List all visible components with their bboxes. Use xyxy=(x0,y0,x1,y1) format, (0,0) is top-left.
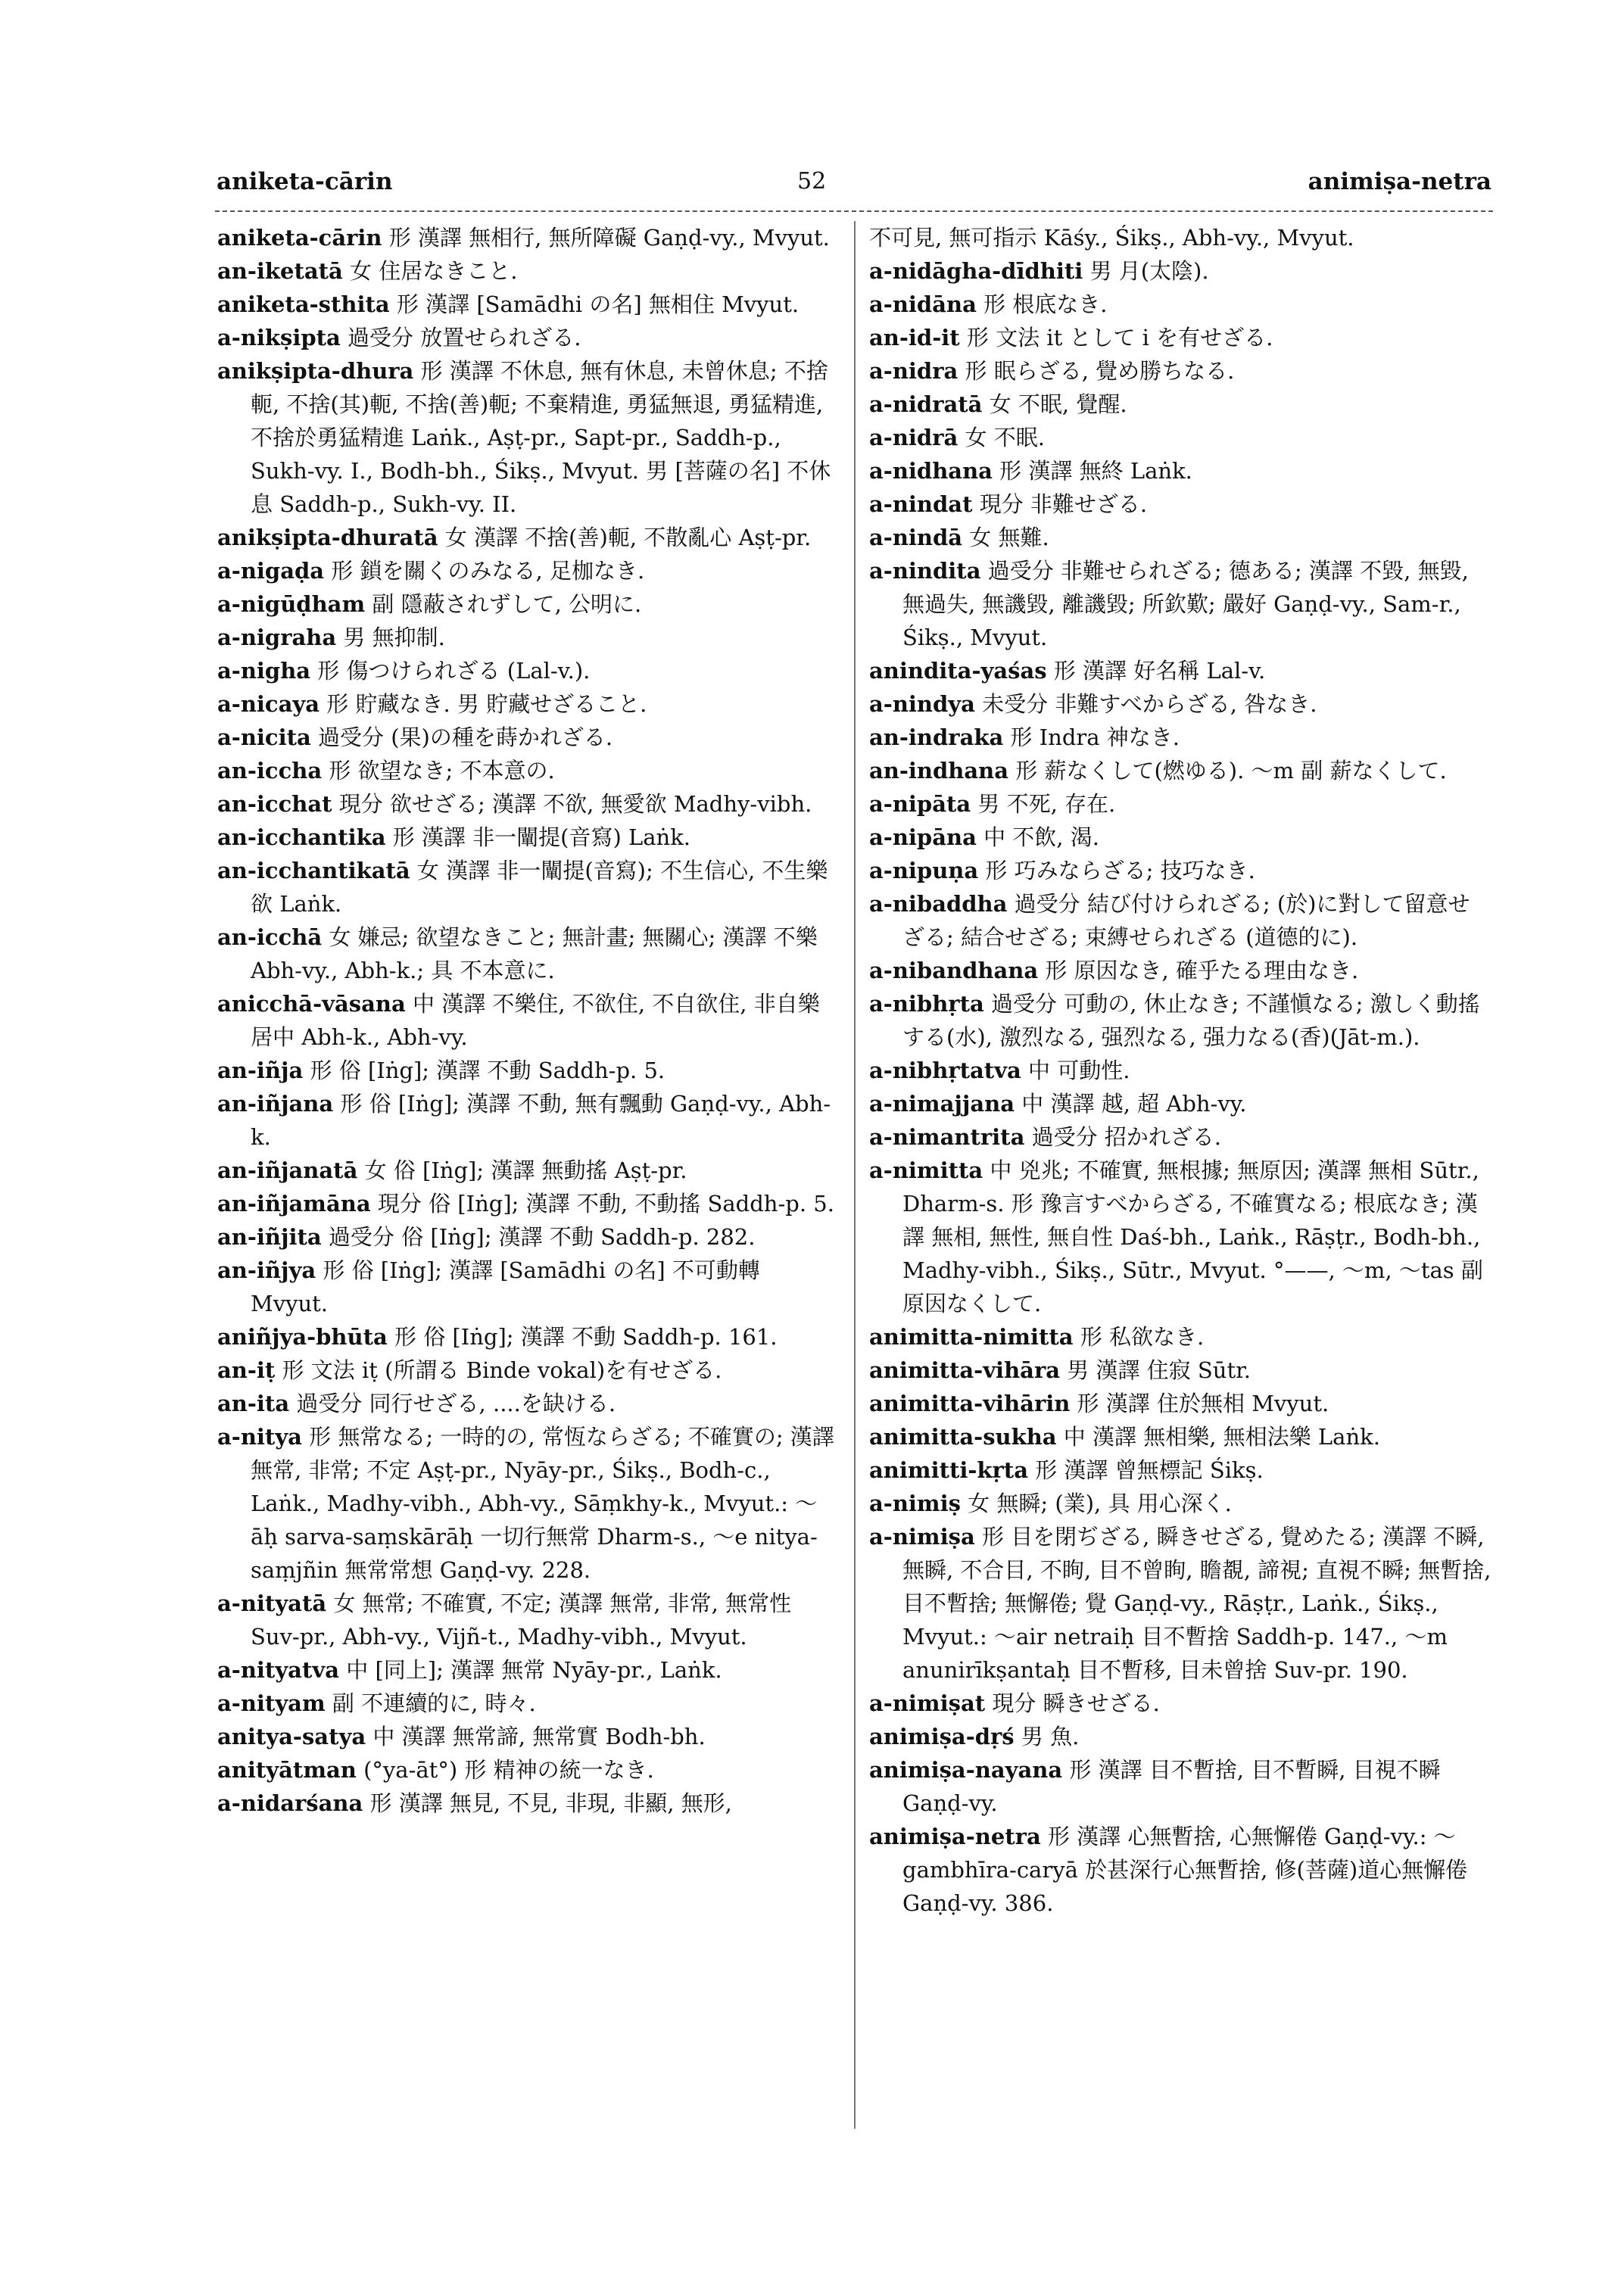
dictionary-entry xyxy=(869,488,1492,521)
dictionary-entry xyxy=(869,1054,1492,1087)
dictionary-entry xyxy=(217,987,834,1054)
entry-definition: 副 不連續的に, 時々. xyxy=(325,1690,536,1716)
entry-headword: anikṣipta-dhuratā xyxy=(217,525,438,550)
entry-headword: a-nimantrita xyxy=(869,1124,1025,1150)
entry-headword: a-nidarśana xyxy=(217,1790,363,1816)
entry-headword: a-nikṣipta xyxy=(217,325,341,350)
entry-definition: 形 薪なくして(燃ゆる). ～m 副 薪なくして. xyxy=(1008,758,1447,784)
entry-headword: an-iñja xyxy=(217,1058,304,1083)
entry-headword: a-nimiṣat xyxy=(869,1690,986,1716)
entry-headword: a-nimiṣa xyxy=(869,1524,975,1550)
entry-definition: 過受分 放置せられざる. xyxy=(340,325,581,350)
entry-headword: an-iñjya xyxy=(217,1257,316,1283)
entry-definition: 現分 俗 [Iṅg]; 漢譯 不動, 不動搖 Saddh-p. 5. xyxy=(370,1191,834,1217)
entry-headword: a-nidāna xyxy=(869,291,977,317)
entry-definition: (°ya-āt°) 形 精神の統一なき. xyxy=(356,1757,654,1783)
dictionary-entry xyxy=(869,1120,1492,1154)
running-head-right: animiṣa-netra xyxy=(1308,168,1492,195)
entry-headword: an-indhana xyxy=(869,758,1009,784)
entry-headword: a-nibaddha xyxy=(869,891,1008,917)
entry-definition: 形 欲望なき; 不本意の. xyxy=(322,758,555,784)
entry-definition: 過受分 結び付けられざる; (於)に對して留意せざる; 結合せざる; 束縛せられざる (道德的に). xyxy=(902,891,1470,950)
entry-definition: 形 漢譯 好名稱 Lal-v. xyxy=(1046,658,1266,684)
dictionary-entry xyxy=(869,1087,1492,1120)
entry-definition: 形 傷つけられざる (Lal-v.). xyxy=(310,658,591,684)
entry-headword: a-nimiṣ xyxy=(869,1491,961,1516)
dictionary-entry xyxy=(217,1154,834,1187)
entry-definition: 形 目を閉ぢざる, 瞬きせざる, 覺めたる; 漢譯 不瞬, 無瞬, 不合目, 不眴, 目不曾眴, 瞻覩, 諦視; 直視不瞬; 無暫捨, 目不暫捨; 無懈倦; 覺 Gaṇḍ-vy., Rāṣṭr., Laṅk., Śikṣ., Mvyut.: ～air netraiḥ 目不暫捨 Saddh-p. 147., ～m anunirīkṣantaḥ 目不暫移, 目未曾捨 Suv-pr. 190. xyxy=(902,1524,1492,1683)
dictionary-entry xyxy=(217,821,834,854)
dictionary-entry xyxy=(869,254,1492,288)
entry-definition: 中 兇兆; 不確實, 無根據; 無原因; 漢譯 無相 Sūtr., Dharm-s. 形 豫言すべからざる, 不確實なる; 根底なき; 漢譯 無相, 無性, 無自性 Daś-bh., Laṅk., Rāṣṭr., Bodh-bh., Madhy-vibh., Śikṣ., Sūtr., Mvyut. °——, ～m, ～tas 副 原因なくして. xyxy=(902,1157,1483,1316)
entry-headword: a-nigraha xyxy=(217,625,337,650)
entry-definition: 女 不眠, 覺醒. xyxy=(982,391,1127,417)
entry-definition: 現分 欲せざる; 漢譯 不欲, 無愛欲 Madhy-vibh. xyxy=(332,791,812,817)
entry-definition: 過受分 非難せられざる; 德ある; 漢譯 不毀, 無毀, 無過失, 無譏毀, 離譏毀; 所欽歎; 嚴好 Gaṇḍ-vy., Sam-r., Śikṣ., Mvyut. xyxy=(902,558,1469,650)
entry-definition: 未受分 非難すべからざる, 咎なき. xyxy=(974,691,1317,717)
dictionary-entry xyxy=(869,721,1492,754)
dictionary-entry xyxy=(217,721,834,754)
entry-definition: 形 巧みならざる; 技巧なき. xyxy=(978,858,1255,883)
entry-headword: aniketa-sthita xyxy=(217,291,390,317)
entry-headword: animitti-kṛta xyxy=(869,1457,1028,1483)
column-divider xyxy=(854,221,856,2129)
entry-headword: a-nimajjana xyxy=(869,1091,1015,1117)
entry-definition: 不可見, 無可指示 Kāśy., Śikṣ., Abh-vy., Mvyut. xyxy=(869,225,1354,251)
dictionary-entry xyxy=(869,1354,1492,1387)
entry-headword: a-nigha xyxy=(217,658,311,684)
entry-definition: 形 漢譯 住於無相 Mvyut. xyxy=(1070,1391,1329,1416)
entry-headword: an-indraka xyxy=(869,724,1004,750)
entry-headword: an-icchantika xyxy=(217,824,386,850)
entry-headword: a-nitya xyxy=(217,1424,302,1450)
entry-definition: 形 漢譯 不休息, 無有休息, 未曾休息; 不捨軛, 不捨(其)軛, 不捨(善)軛; 不棄精進, 勇猛無退, 勇猛精進, 不捨於勇猛精進 Laṅk., Aṣṭ-pr., Sapt-pr., Saddh-p., Sukh-vy. I., Bodh-bh., Śikṣ., Mvyut. 男 [菩薩の名] 不休息 Saddh-p., Sukh-vy. II. xyxy=(251,358,831,517)
entry-definition: 中 漢譯 越, 超 Abh-vy. xyxy=(1015,1091,1247,1117)
dictionary-entry xyxy=(217,1187,834,1220)
dictionary-entry xyxy=(869,1820,1492,1920)
dictionary-entry xyxy=(217,1054,834,1087)
entry-headword: an-iccha xyxy=(217,758,323,784)
entry-headword: a-nindā xyxy=(869,525,963,550)
dictionary-entry xyxy=(217,1387,834,1420)
entry-definition: 中 [同上]; 漢譯 無常 Nyāy-pr., Laṅk. xyxy=(339,1657,722,1683)
entry-headword: an-iñjita xyxy=(217,1224,322,1250)
dictionary-entry xyxy=(217,221,834,254)
entry-headword: a-nibhṛtatva xyxy=(869,1058,1021,1083)
entry-headword: aniketa-cārin xyxy=(217,225,382,251)
entry-definition: 女 無難. xyxy=(962,525,1049,550)
dictionary-entry xyxy=(217,1787,834,1820)
entry-definition: 形 原因なき, 確乎たる理由なき. xyxy=(1038,958,1359,983)
entry-headword: a-nidratā xyxy=(869,391,983,417)
entry-definition: 形 俗 [Iṅg]; 漢譯 不動 Saddh-p. 5. xyxy=(303,1058,665,1083)
entry-definition: 形 Indra 神なき. xyxy=(1003,724,1180,750)
entry-headword: a-nityatva xyxy=(217,1657,340,1683)
entry-definition: 女 嫌忌; 欲望なきこと; 無計畫; 無關心; 漢譯 不樂 Abh-vy., Abh-k.; 具 不本意に. xyxy=(251,924,818,983)
entry-definition: 形 文法 it として i を有せざる. xyxy=(959,325,1273,350)
dictionary-entry xyxy=(217,521,834,554)
entry-definition: 形 漢譯 非一闡提(音寫) Laṅk. xyxy=(385,824,691,850)
entry-definition: 現分 非難せざる. xyxy=(972,491,1148,517)
dictionary-entry xyxy=(869,288,1492,321)
entry-headword: a-nigūḍham xyxy=(217,591,366,617)
dictionary-entry xyxy=(869,221,1492,254)
entry-definition: 中 可動性. xyxy=(1021,1058,1130,1083)
left-column xyxy=(217,221,834,1820)
entry-headword: a-nindya xyxy=(869,691,975,717)
entry-definition: 副 隱蔽されずして, 公明に. xyxy=(365,591,642,617)
dictionary-entry xyxy=(217,1354,834,1387)
dictionary-entry xyxy=(217,921,834,987)
entry-definition: 形 漢譯 心無暫捨, 心無懈倦 Gaṇḍ-vy.: ～gambhīra-caryā 於甚深行心無暫捨, 修(菩薩)道心無懈倦 Gaṇḍ-vy. 386. xyxy=(902,1824,1468,1916)
dictionary-entry xyxy=(217,1587,834,1653)
entry-definition: 中 漢譯 不樂住, 不欲住, 不自欲住, 非自樂居中 Abh-k., Abh-vy. xyxy=(251,991,820,1050)
entry-headword: a-nityam xyxy=(217,1690,326,1716)
entry-definition: 形 文法 iṭ (所謂る Binde vokal)を有せざる. xyxy=(275,1357,722,1383)
entry-definition: 女 無常; 不確實, 不定; 漢譯 無常, 非常, 無常性 Suv-pr., Abh-vy., Vijñ-t., Madhy-vibh., Mvyut. xyxy=(251,1590,792,1650)
dictionary-entry xyxy=(217,554,834,587)
entry-definition: 形 漢譯 目不暫捨, 目不暫瞬, 目視不瞬 Gaṇḍ-vy. xyxy=(902,1757,1441,1816)
entry-headword: a-nicita xyxy=(217,724,311,750)
dictionary-entry xyxy=(869,1687,1492,1720)
entry-headword: animitta-sukha xyxy=(869,1424,1057,1450)
dictionary-entry xyxy=(217,1753,834,1787)
entry-definition: 女 漢譯 非一闡提(音寫); 不生信心, 不生樂欲 Laṅk. xyxy=(251,858,828,917)
entry-definition: 形 鎖を關くのみなる, 足枷なき. xyxy=(324,558,645,584)
page-number: 52 xyxy=(797,168,827,195)
right-column xyxy=(869,221,1492,1920)
entry-definition: 女 俗 [Iṅg]; 漢譯 無動搖 Aṣṭ-pr. xyxy=(357,1157,687,1183)
entry-headword: a-nityatā xyxy=(217,1590,327,1616)
entry-headword: a-nigaḍa xyxy=(217,558,325,584)
entry-definition: 女 住居なきこと. xyxy=(342,258,518,284)
dictionary-entry xyxy=(869,654,1492,687)
entry-headword: animiṣa-nayana xyxy=(869,1757,1063,1783)
entry-headword: an-iketatā xyxy=(217,258,343,284)
entry-headword: a-nidāgha-dīdhiti xyxy=(869,258,1083,284)
entry-definition: 形 漢譯 無終 Laṅk. xyxy=(992,458,1192,484)
running-head-left: aniketa-cārin xyxy=(217,168,393,195)
dictionary-entry xyxy=(217,787,834,821)
entry-definition: 中 漢譯 無常諦, 無常實 Bodh-bh. xyxy=(366,1724,706,1749)
dictionary-entry xyxy=(869,1387,1492,1420)
entry-headword: anityātman xyxy=(217,1757,357,1783)
dictionary-entry xyxy=(217,1653,834,1687)
dictionary-entry xyxy=(869,887,1492,954)
entry-definition: 形 漢譯 [Samādhi の名] 無相住 Mvyut. xyxy=(389,291,800,317)
entry-definition: 男 魚. xyxy=(1014,1724,1080,1749)
dictionary-entry xyxy=(217,1254,834,1320)
dictionary-entry xyxy=(217,288,834,321)
dictionary-entry xyxy=(217,854,834,921)
dictionary-entry xyxy=(217,321,834,354)
entry-headword: a-nipāta xyxy=(869,791,971,817)
entry-headword: an-ita xyxy=(217,1391,290,1416)
entry-definition: 男 不死, 存在. xyxy=(971,791,1116,817)
entry-headword: a-nipāna xyxy=(869,824,977,850)
entry-definition: 形 俗 [Iṅg]; 漢譯 [Samādhi の名] 不可動轉 Mvyut. xyxy=(251,1257,760,1316)
entry-headword: animitta-vihārin xyxy=(869,1391,1071,1416)
dictionary-entry xyxy=(217,621,834,654)
entry-headword: aniñjya-bhūta xyxy=(217,1324,388,1350)
entry-headword: a-nimitta xyxy=(869,1157,983,1183)
entry-definition: 形 漢譯 曾無標記 Śikṣ. xyxy=(1028,1457,1264,1483)
dictionary-entry xyxy=(869,321,1492,354)
dictionary-entry xyxy=(869,1520,1492,1687)
entry-headword: a-nicaya xyxy=(217,691,320,717)
dictionary-entry xyxy=(869,1453,1492,1487)
entry-headword: an-icchat xyxy=(217,791,332,817)
entry-headword: an-id-it xyxy=(869,325,960,350)
dictionary-entry xyxy=(217,1687,834,1720)
entry-definition: 形 俗 [Iṅg]; 漢譯 不動 Saddh-p. 161. xyxy=(387,1324,778,1350)
dictionary-entry xyxy=(869,754,1492,787)
entry-definition: 女 漢譯 不捨(善)軛, 不散亂心 Aṣṭ-pr. xyxy=(438,525,812,550)
entry-headword: an-icchā xyxy=(217,924,323,950)
dictionary-entry xyxy=(869,1320,1492,1354)
entry-definition: 過受分 俗 [Iṅg]; 漢譯 不動 Saddh-p. 282. xyxy=(321,1224,756,1250)
entry-headword: animitta-vihāra xyxy=(869,1357,1061,1383)
dictionary-entry xyxy=(217,1720,834,1753)
entry-headword: anicchā-vāsana xyxy=(217,991,406,1017)
dictionary-entry xyxy=(217,1320,834,1354)
dictionary-entry xyxy=(869,987,1492,1054)
entry-headword: anindita-yaśas xyxy=(869,658,1047,684)
entry-definition: 過受分 可動の, 休止なき; 不謹愼なる; 激しく動搖する(水), 激烈なる, 强烈なる, 强力なる(香)(Jāt-m.). xyxy=(902,991,1480,1050)
entry-definition: 男 無抑制. xyxy=(336,625,445,650)
entry-headword: animitta-nimitta xyxy=(869,1324,1074,1350)
entry-definition: 形 根底なき. xyxy=(976,291,1108,317)
entry-definition: 現分 瞬きせざる. xyxy=(985,1690,1160,1716)
entry-definition: 形 俗 [Iṅg]; 漢譯 不動, 無有飄動 Gaṇḍ-vy., Abh-k. xyxy=(251,1091,831,1150)
dictionary-entry xyxy=(869,954,1492,987)
entry-headword: a-nidra xyxy=(869,358,959,384)
dictionary-entry xyxy=(217,1087,834,1154)
dictionary-entry xyxy=(869,1487,1492,1520)
dictionary-entry xyxy=(869,787,1492,821)
header-rule xyxy=(215,210,1493,212)
entry-headword: an-iñjanatā xyxy=(217,1157,358,1183)
dictionary-entry xyxy=(869,388,1492,421)
entry-definition: 過受分 (果)の種を蒔かれざる. xyxy=(310,724,613,750)
dictionary-entry xyxy=(869,821,1492,854)
entry-headword: a-nibhṛta xyxy=(869,991,984,1017)
entry-definition: 形 貯藏なき. 男 貯藏せざること. xyxy=(320,691,647,717)
entry-headword: animiṣa-dṛś xyxy=(869,1724,1015,1749)
entry-definition: 男 漢譯 住寂 Sūtr. xyxy=(1060,1357,1251,1383)
dictionary-entry xyxy=(869,854,1492,887)
dictionary-entry xyxy=(217,687,834,721)
entry-definition: 男 月(太陰). xyxy=(1083,258,1209,284)
entry-definition: 過受分 招かれざる. xyxy=(1024,1124,1222,1150)
entry-definition: 形 漢譯 無見, 不見, 非現, 非顯, 無形, xyxy=(363,1790,732,1816)
dictionary-entry xyxy=(869,521,1492,554)
dictionary-entry xyxy=(869,687,1492,721)
dictionary-entry xyxy=(869,1720,1492,1753)
dictionary-entry xyxy=(217,254,834,288)
dictionary-entry xyxy=(869,354,1492,388)
dictionary-entry xyxy=(217,654,834,687)
entry-headword: a-nidrā xyxy=(869,425,959,450)
dictionary-entry xyxy=(217,754,834,787)
entry-definition: 形 無常なる; 一時的の, 常恆ならざる; 不確實の; 漢譯 無常, 非常; 不定 Aṣṭ-pr., Nyāy-pr., Śikṣ., Bodh-c., Laṅk., Madhy-vibh., Abh-vy., Sāṃkhy-k., Mvyut.: ～āḥ sarva-saṃskārāḥ 一切行無常 Dharm-s., ～e nitya-saṃjñin 無常常想 Gaṇḍ-vy. 228. xyxy=(251,1424,834,1583)
dictionary-entry xyxy=(217,1420,834,1587)
dictionary-entry xyxy=(869,421,1492,454)
dictionary-entry xyxy=(217,587,834,621)
entry-definition: 形 漢譯 無相行, 無所障礙 Gaṇḍ-vy., Mvyut. xyxy=(382,225,830,251)
entry-headword: a-nipuṇa xyxy=(869,858,979,883)
entry-headword: an-icchantikatā xyxy=(217,858,410,883)
entry-definition: 過受分 同行せざる, ....を缺ける. xyxy=(289,1391,616,1416)
entry-headword: anikṣipta-dhura xyxy=(217,358,414,384)
entry-headword: an-iñjamāna xyxy=(217,1191,371,1217)
dictionary-entry xyxy=(869,454,1492,488)
dictionary-entry xyxy=(217,1220,834,1254)
entry-definition: 女 無瞬; (業), 具 用心深く. xyxy=(960,1491,1232,1516)
entry-definition: 中 不飲, 渴. xyxy=(976,824,1099,850)
entry-headword: a-nindat xyxy=(869,491,973,517)
entry-headword: animiṣa-netra xyxy=(869,1824,1041,1849)
entry-definition: 形 眠らざる, 覺め勝ちなる. xyxy=(958,358,1235,384)
entry-headword: anitya-satya xyxy=(217,1724,366,1749)
dictionary-entry xyxy=(869,1753,1492,1820)
entry-headword: a-nidhana xyxy=(869,458,993,484)
entry-headword: a-nibandhana xyxy=(869,958,1039,983)
dictionary-entry xyxy=(869,1154,1492,1320)
dictionary-entry xyxy=(217,354,834,521)
entry-headword: an-iṭ xyxy=(217,1357,276,1383)
entry-definition: 形 私欲なき. xyxy=(1073,1324,1205,1350)
entry-definition: 中 漢譯 無相樂, 無相法樂 Laṅk. xyxy=(1056,1424,1380,1450)
entry-headword: a-nindita xyxy=(869,558,981,584)
entry-headword: an-iñjana xyxy=(217,1091,334,1117)
dictionary-entry xyxy=(869,554,1492,654)
dictionary-entry xyxy=(869,1420,1492,1453)
entry-definition: 女 不眠. xyxy=(958,425,1045,450)
